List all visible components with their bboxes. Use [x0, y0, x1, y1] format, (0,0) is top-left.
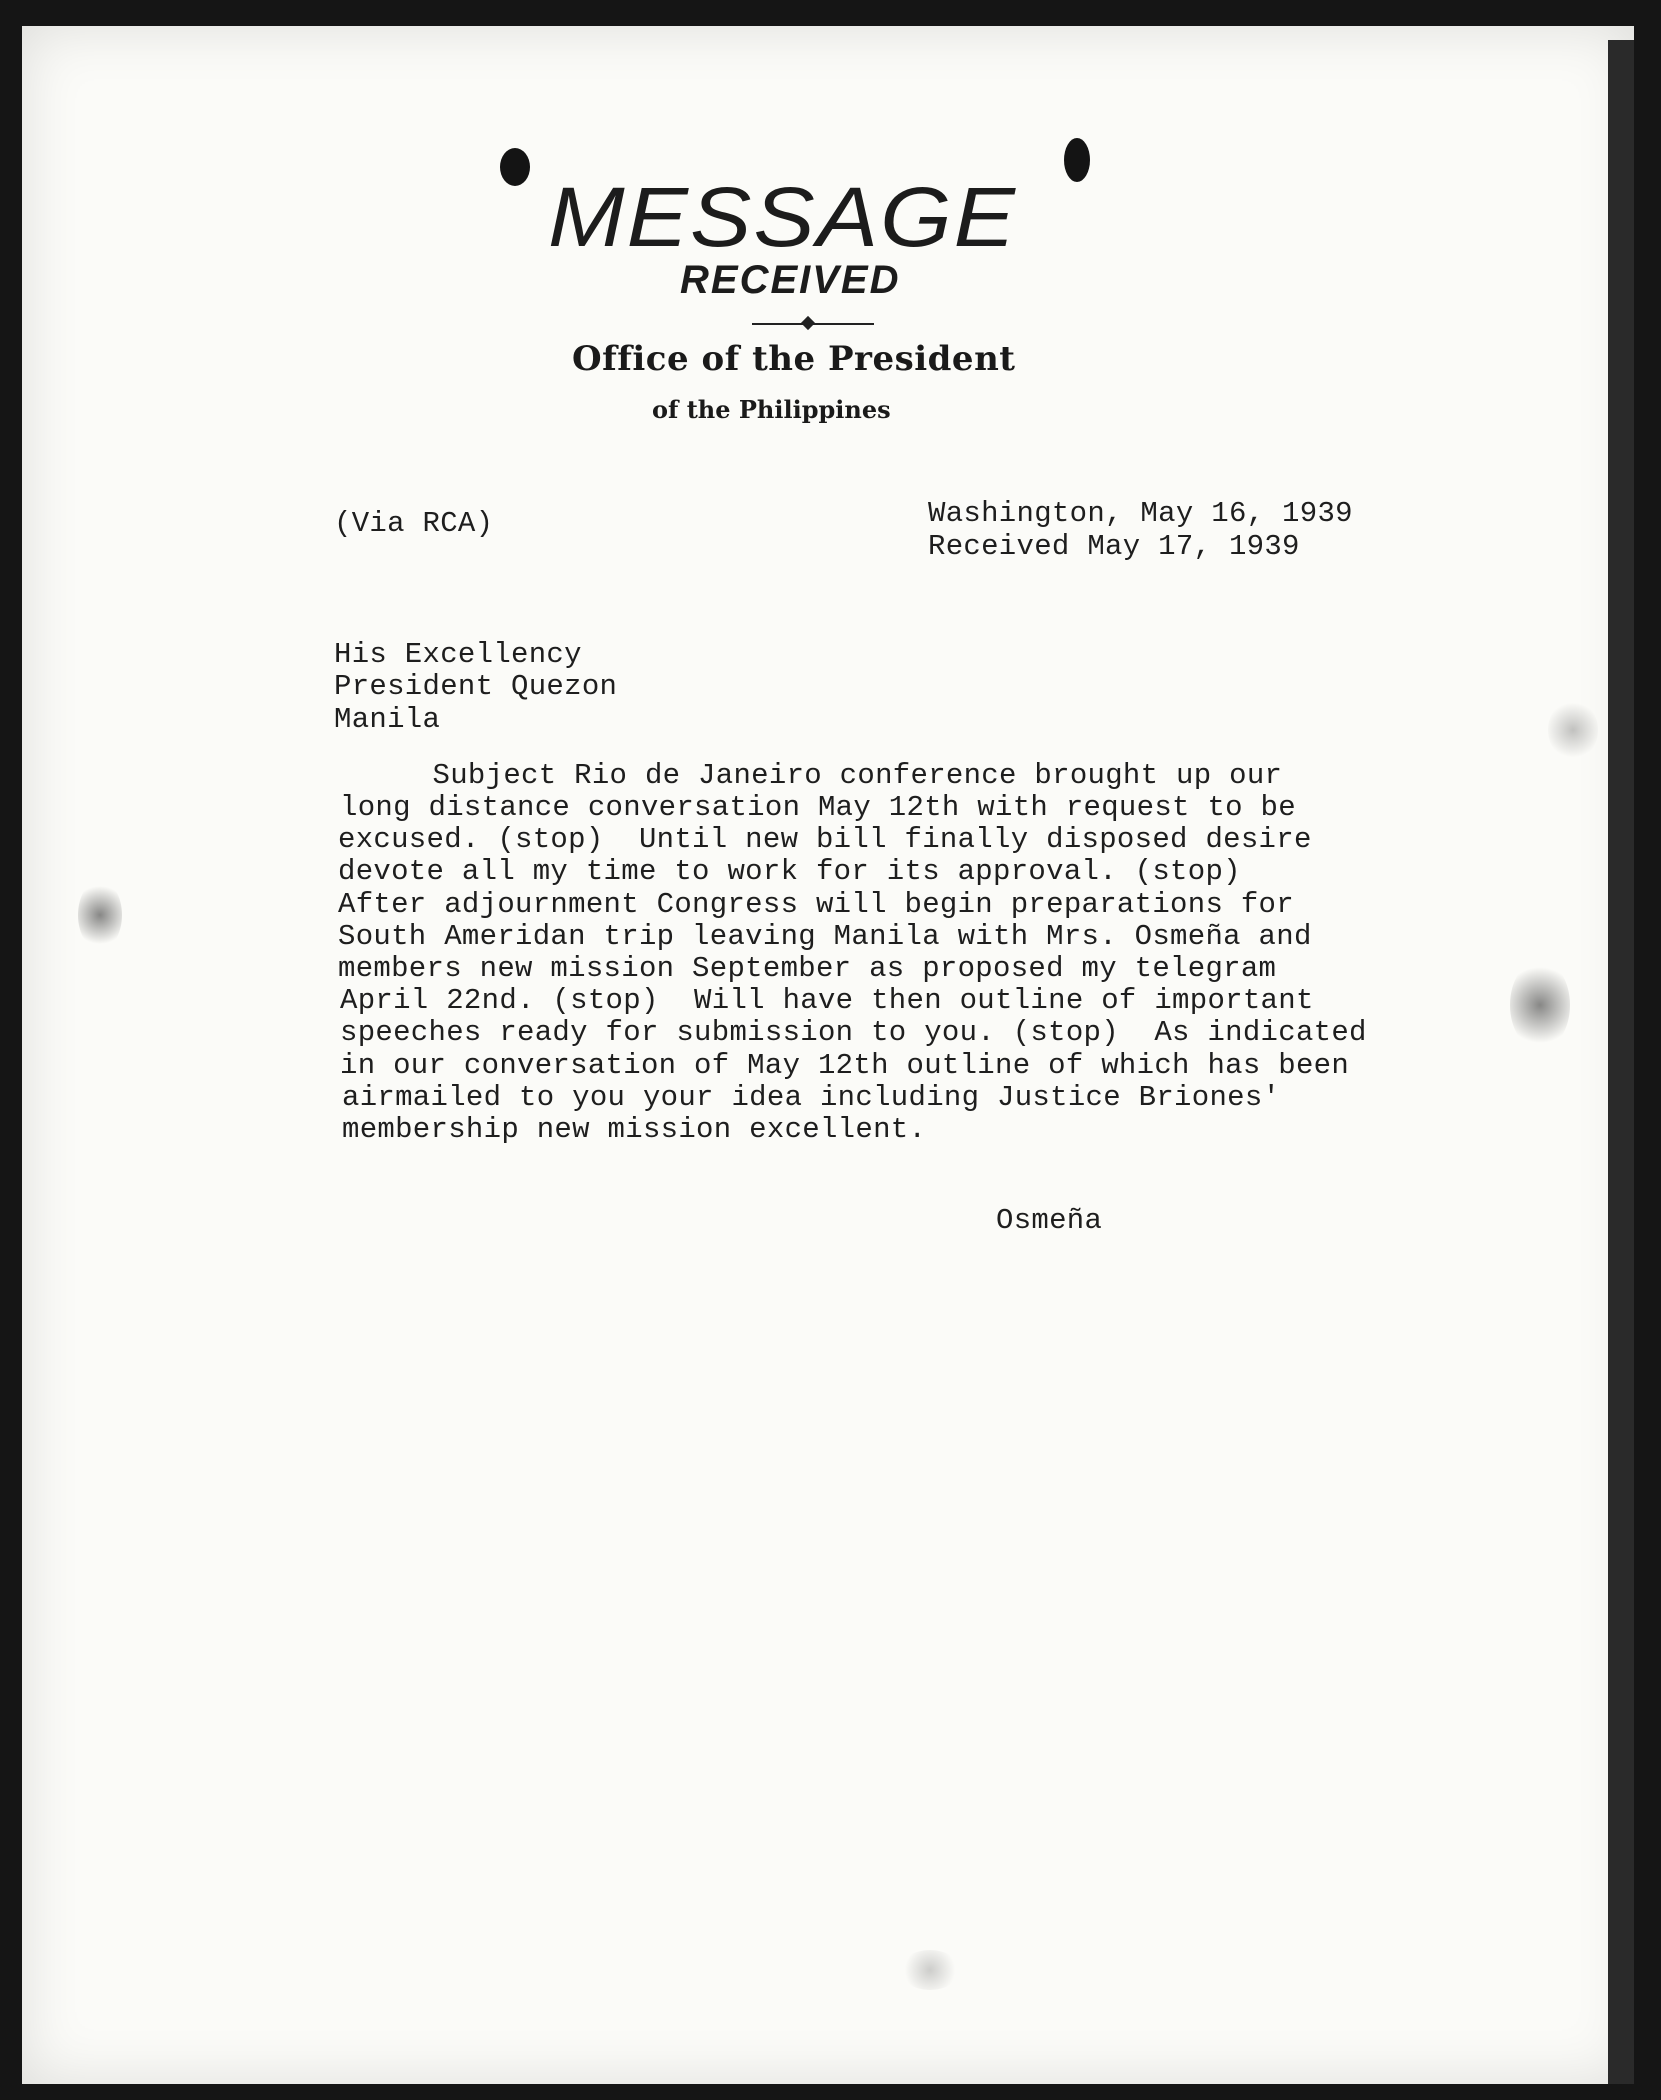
ink-blot-left [500, 148, 530, 186]
addressee-city: Manila [334, 703, 441, 736]
signature: Osmeña [996, 1204, 1103, 1237]
addressee-name: President Quezon [334, 670, 618, 703]
letterhead-office: Office of the President [572, 339, 1016, 379]
body-line: South Ameridan trip leaving Manila with Mrs. Osmeña and [338, 920, 1312, 953]
ink-blot-right [1064, 138, 1090, 182]
body-line: speeches ready for submission to you. (stop) As indicated [340, 1016, 1367, 1049]
body-line: airmailed to you your idea including Justice Briones' [342, 1081, 1281, 1114]
body-line: Subject Rio de Janeiro conference brought up our [344, 759, 1283, 792]
ink-smudge [78, 880, 122, 950]
body-line: April 22nd. (stop) Will have then outline of important [340, 984, 1314, 1017]
scan-edge-shadow [1608, 40, 1634, 2084]
received-date: Received May 17, 1939 [928, 530, 1300, 563]
body-line: in our conversation of May 12th outline of which has been [340, 1049, 1350, 1082]
body-line: membership new mission excellent. [342, 1113, 927, 1146]
letterhead-title: MESSAGE [548, 170, 1018, 265]
origin-date: Washington, May 16, 1939 [928, 497, 1353, 530]
via-line: (Via RCA) [334, 507, 494, 540]
body-line: devote all my time to work for its approval. (stop) [338, 855, 1241, 888]
letterhead-subtitle: RECEIVED [680, 258, 901, 302]
ink-smudge [1510, 960, 1570, 1050]
body-line: After adjournment Congress will begin preparations for [338, 888, 1294, 921]
addressee-title: His Excellency [334, 638, 582, 671]
ink-smudge [900, 1950, 960, 1990]
body-line: excused. (stop) Until new bill finally disposed desire [338, 823, 1312, 856]
letterhead-country: of the Philippines [652, 395, 891, 424]
body-line: long distance conversation May 12th with request to be [340, 791, 1296, 824]
body-line: members new mission September as proposed my telegram [338, 952, 1277, 985]
ink-smudge [1548, 700, 1598, 760]
